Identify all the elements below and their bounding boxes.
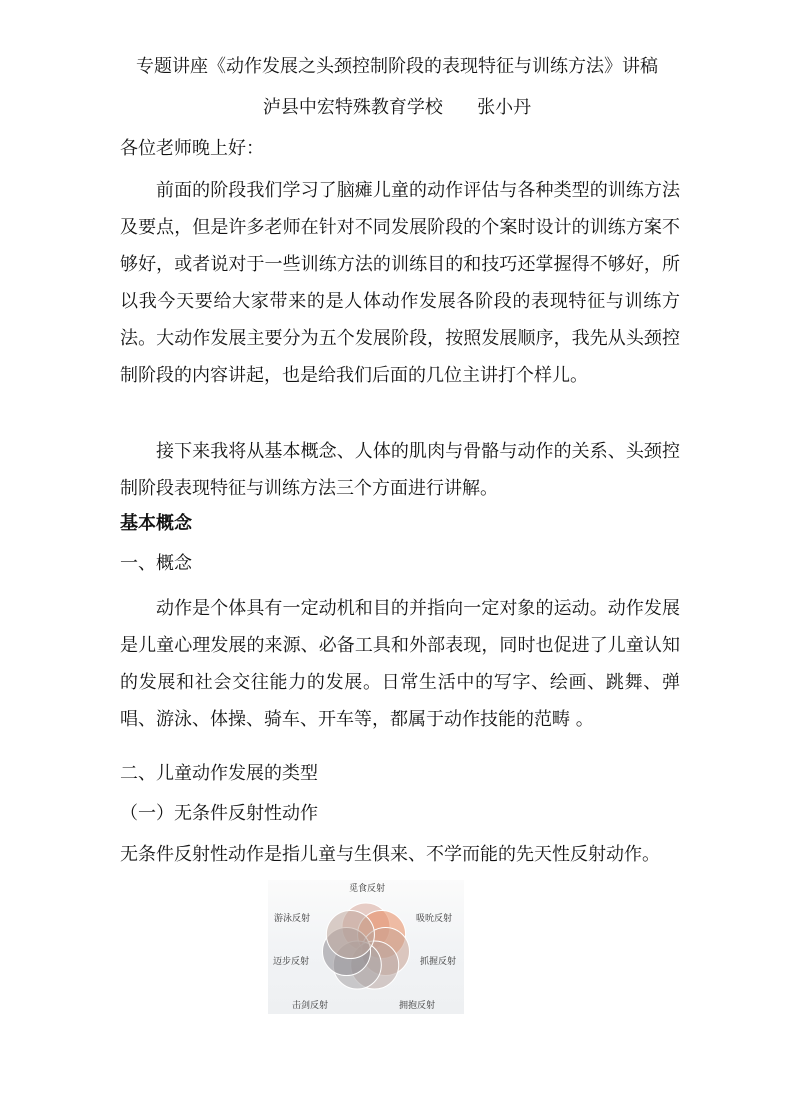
label-grasp-reflex: 抓握反射 <box>420 957 457 967</box>
diagram-circle <box>326 911 374 959</box>
label-sucking-reflex: 吸吮反射 <box>416 914 453 924</box>
document-title: 专题讲座《动作发展之头颈控制阶段的表现特征与训练方法》讲稿 <box>136 56 658 77</box>
concept-paragraph: 动作是个体具有一定动机和目的并指向一定对象的运动。动作发展是儿童心理发展的来源、必备工具和外部表现，同时也促进了儿童认知的发展和社会交往能力的发展。日常生活中的写字、绘画、跳舞、弹唱、游泳、体操、骑车、开车等，都属于动作技能的范畴 。 <box>120 598 680 730</box>
author-line: 泸县中宏特殊教育学校 张小丹 <box>262 97 532 118</box>
label-moro-reflex: 拥抱反射 <box>399 1001 436 1011</box>
subheading-concept: 一、概念 <box>120 553 192 574</box>
label-rooting-reflex: 觅食反射 <box>349 884 386 894</box>
greeting: 各位老师晚上好： <box>120 138 264 159</box>
outline-paragraph: 接下来我将从基本概念、人体的肌肉与骨骼与动作的关系、头颈控制阶段表现特征与训练方法三个方面进行讲解。 <box>120 441 680 499</box>
subheading-reflex: （一）无条件反射性动作 <box>120 803 318 824</box>
reflex-paragraph: 无条件反射性动作是指儿童与生俱来、不学而能的先天性反射动作。 <box>120 844 660 865</box>
reflex-diagram <box>268 880 464 1014</box>
label-swimming-reflex: 游泳反射 <box>274 914 311 924</box>
label-stepping-reflex: 迈步反射 <box>273 957 310 967</box>
subheading-types: 二、儿童动作发展的类型 <box>120 763 318 784</box>
reflex-diagram-circles <box>268 880 464 1014</box>
intro-paragraph: 前面的阶段我们学习了脑瘫儿童的动作评估与各种类型的训练方法及要点，但是许多老师在针对不同发展阶段的个案时设计的训练方案不够好，或者说对于一些训练方法的训练目的和技巧还掌握得不够好，所以我今天要给大家带来的是人体动作发展各阶段的表现特征与训练方法。大动作发展主要分为五个发展阶段，按照发展顺序，我先从头颈控制阶段的内容讲起，也是给我们后面的几位主讲打个样儿。 <box>120 180 680 386</box>
label-fencing-reflex: 击剑反射 <box>292 1001 329 1011</box>
section-heading: 基本概念 <box>120 513 192 534</box>
